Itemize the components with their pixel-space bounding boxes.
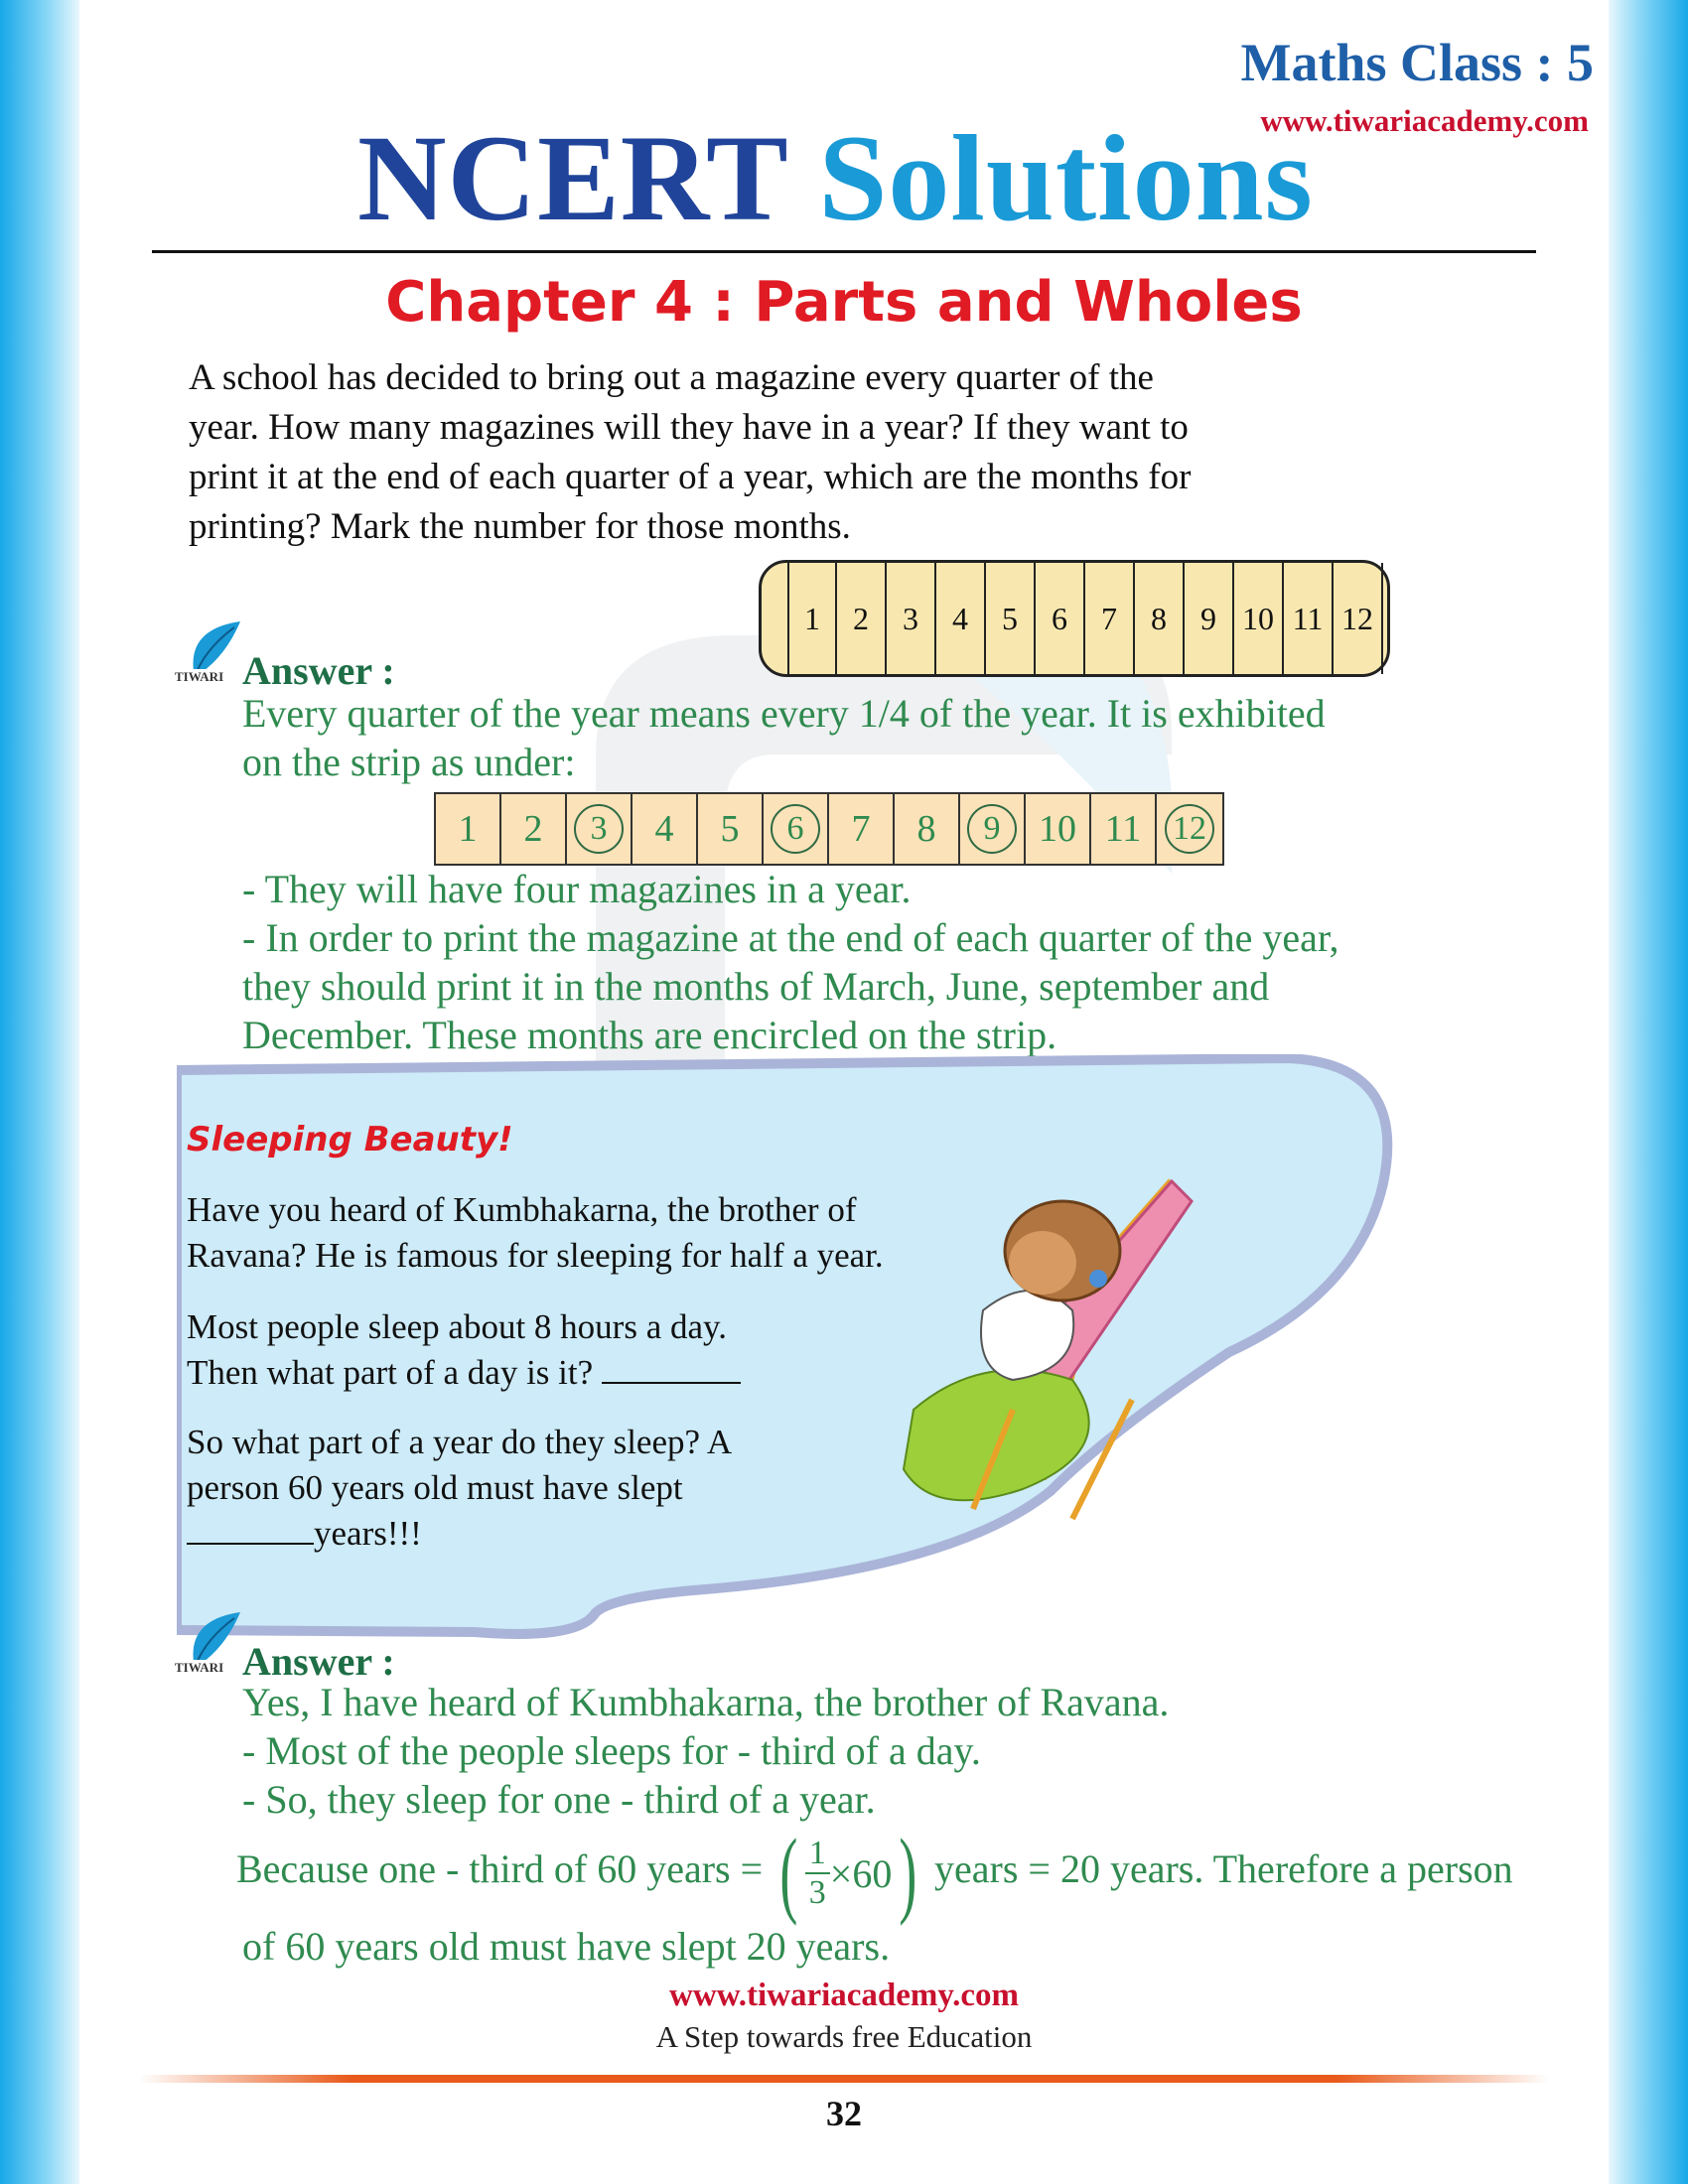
answer-1-point: - In order to print the magazine at the end of each quarter of the year, bbox=[242, 915, 1339, 960]
answer-month-cell: 8 bbox=[895, 794, 960, 864]
tiwari-logo-icon bbox=[175, 1610, 244, 1682]
month-cell: 7 bbox=[1085, 563, 1135, 674]
answer-month-cell-circled: 6 bbox=[764, 794, 829, 864]
title-solutions: Solutions bbox=[818, 110, 1314, 246]
answer-1-line: Every quarter of the year means every 1/4 of the year. It is exhibited bbox=[242, 691, 1326, 736]
sleeping-beauty-para-1 bbox=[187, 1187, 884, 1279]
answer-1-points bbox=[242, 865, 1339, 1059]
month-cell: 8 bbox=[1135, 563, 1185, 674]
calc-suffix: years = 20 years. Therefore a person bbox=[934, 1846, 1513, 1892]
answer-2-calculation bbox=[236, 1820, 1626, 1927]
footer-divider bbox=[139, 2075, 1549, 2083]
month-cell: 6 bbox=[1036, 563, 1085, 674]
month-strip bbox=[759, 560, 1390, 677]
month-cell: 12 bbox=[1334, 563, 1383, 674]
sb-line: person 60 years old must have slept bbox=[187, 1468, 683, 1507]
answer-blank bbox=[602, 1354, 741, 1384]
logo-text: TIWARI bbox=[175, 1660, 224, 1675]
question-1-line: print it at the end of each quarter of a year, which are the months for bbox=[189, 457, 1192, 497]
answer-blank bbox=[187, 1515, 314, 1545]
question-1-line: year. How many magazines will they have in a year? If they want to bbox=[189, 407, 1189, 448]
question-1-line: A school has decided to bring out a magazine every quarter of the bbox=[189, 357, 1154, 398]
sb-line: Most people sleep about 8 hours a day. bbox=[187, 1307, 728, 1346]
calc-prefix: Because one - third of 60 years = bbox=[236, 1846, 764, 1892]
month-cell: 9 bbox=[1185, 563, 1234, 674]
answer-2-line: - Most of the people sleeps for - third of a day. bbox=[242, 1728, 981, 1773]
chapter-title: Chapter 4 : Parts and Wholes bbox=[385, 270, 1303, 335]
answer-1-point: December. These months are encircled on the strip. bbox=[242, 1013, 1057, 1057]
answer-1-point: - They will have four magazines in a year. bbox=[242, 867, 912, 911]
answer-1-label: Answer : bbox=[242, 648, 395, 693]
header-divider bbox=[152, 250, 1536, 253]
sleeping-beauty-para-3 bbox=[187, 1420, 732, 1557]
answer-2-line: Yes, I have heard of Kumbhakarna, the brother of Ravana. bbox=[242, 1680, 1170, 1724]
fraction-expression: ( $\frac{1}{3}$ ×60 ) bbox=[779, 1820, 917, 1927]
class-label: Maths Class : 5 bbox=[1240, 33, 1594, 92]
answer-month-cell: 5 bbox=[698, 794, 764, 864]
sb-line: Ravana? He is famous for sleeping for half a year. bbox=[187, 1236, 884, 1275]
answer-1-point: they should print it in the months of March, June, september and bbox=[242, 964, 1270, 1009]
fraction-denominator: 3 bbox=[808, 1874, 826, 1911]
month-cell: 1 bbox=[787, 563, 837, 674]
sleeping-beauty-title: Sleeping Beauty! bbox=[187, 1120, 513, 1160]
answer-month-cell: 2 bbox=[501, 794, 567, 864]
answer-1-line: on the strip as under: bbox=[242, 740, 576, 784]
answer-month-cell: 10 bbox=[1026, 794, 1091, 864]
answer-month-cell-circled: 3 bbox=[567, 794, 633, 864]
answer-2-conclusion: of 60 years old must have slept 20 years. bbox=[242, 1924, 891, 1969]
month-cell: 4 bbox=[936, 563, 986, 674]
fraction-numerator: 1 bbox=[805, 1835, 830, 1874]
month-cell: 3 bbox=[887, 563, 936, 674]
answer-month-cell: 1 bbox=[436, 794, 501, 864]
month-cell: 10 bbox=[1234, 563, 1284, 674]
fraction-multiplier: ×60 bbox=[829, 1850, 893, 1896]
month-cell: 11 bbox=[1284, 563, 1334, 674]
question-1 bbox=[189, 353, 1420, 552]
sb-line: So what part of a year do they sleep? A bbox=[187, 1423, 733, 1461]
month-cell: 5 bbox=[986, 563, 1036, 674]
page-number: 32 bbox=[826, 2094, 862, 2133]
footer-site-link[interactable]: www.tiwariacademy.com bbox=[669, 1978, 1019, 2013]
answer-month-cell: 11 bbox=[1091, 794, 1157, 864]
answer-month-strip bbox=[434, 792, 1224, 866]
sb-line: Then what part of a day is it? bbox=[187, 1350, 741, 1396]
sb-line: years!!! bbox=[187, 1511, 732, 1557]
answer-month-cell: 4 bbox=[633, 794, 698, 864]
answer-1-intro bbox=[242, 689, 1326, 786]
tiwari-logo-icon bbox=[175, 619, 244, 691]
header-site-link[interactable]: www.tiwariacademy.com bbox=[1260, 103, 1589, 138]
page-title bbox=[357, 110, 1314, 246]
month-cell: 2 bbox=[837, 563, 887, 674]
answer-month-cell: 7 bbox=[829, 794, 895, 864]
footer-tagline: A Step towards free Education bbox=[655, 2019, 1033, 2054]
sb-line: Have you heard of Kumbhakarna, the brother of bbox=[187, 1190, 857, 1229]
answer-2-line: - So, they sleep for one - third of a year. bbox=[242, 1777, 876, 1822]
answer-2-lines bbox=[242, 1678, 1169, 1824]
answer-month-cell-circled: 12 bbox=[1157, 794, 1222, 864]
answer-month-cell-circled: 9 bbox=[960, 794, 1026, 864]
sleeping-girl-illustration bbox=[874, 1152, 1211, 1529]
sleeping-beauty-para-2 bbox=[187, 1304, 741, 1396]
logo-text: TIWARI bbox=[175, 669, 224, 684]
title-ncert: NCERT bbox=[357, 110, 787, 246]
question-1-line: printing? Mark the number for those months. bbox=[189, 506, 851, 547]
answer-2-label: Answer : bbox=[242, 1639, 395, 1684]
